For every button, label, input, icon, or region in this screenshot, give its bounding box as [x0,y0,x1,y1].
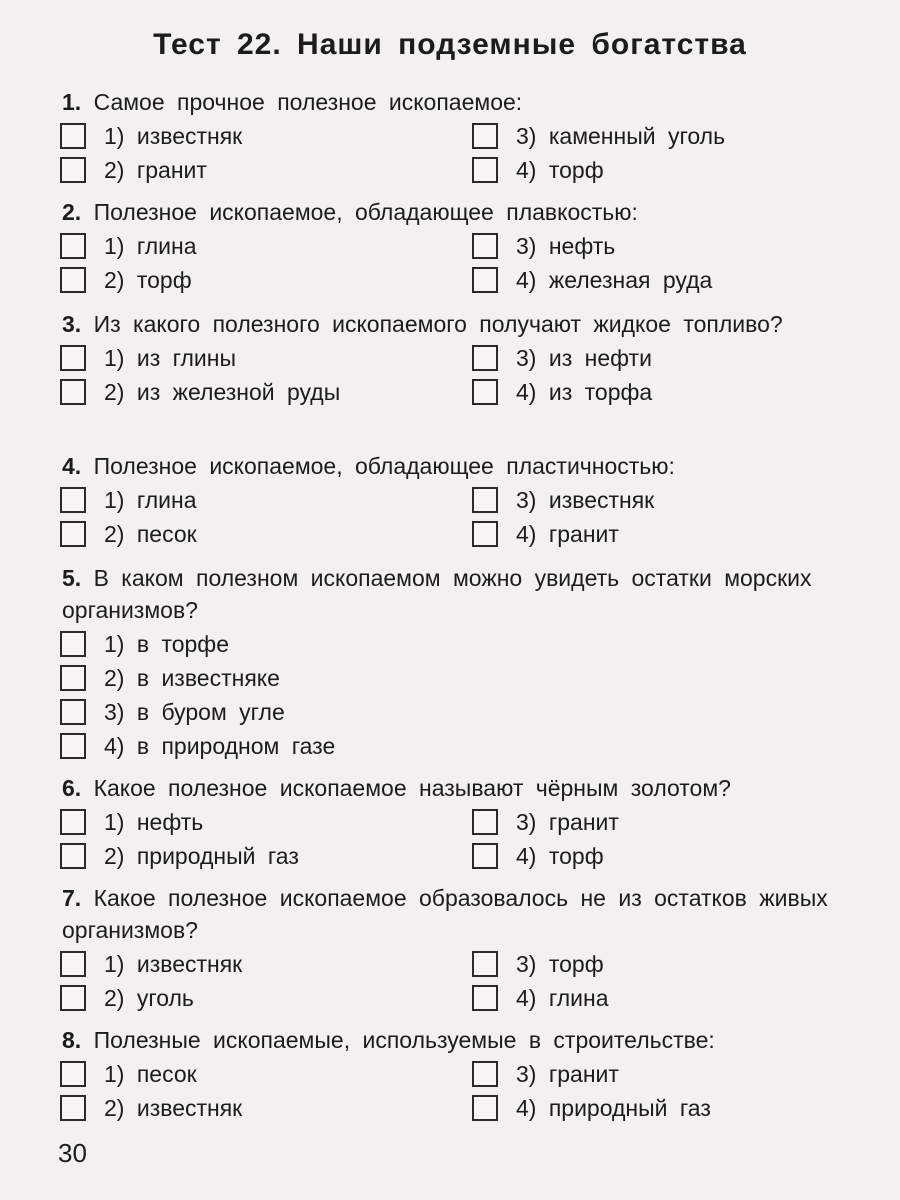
answer-label: 4) из торфа [516,378,653,405]
answer-label: 1) нефть [104,808,204,835]
answer-option[interactable] [60,483,472,517]
answer-checkbox[interactable] [472,123,498,149]
answer-option[interactable] [60,341,472,375]
question-label: Какое полезное ископаемое называют чёрным золотом? [93,775,731,801]
answer-checkbox[interactable] [60,1095,86,1121]
question-8 [60,1024,860,1125]
question-text [60,308,860,340]
answer-label: 1) в торфе [104,630,230,657]
answer-option[interactable] [472,119,860,153]
answer-label: 3) торф [516,950,604,977]
answer-label: 2) известняк [104,1094,243,1121]
answer-label: 3) гранит [516,1060,619,1087]
question-label: Полезные ископаемые, используемые в строительстве: [93,1027,715,1053]
answer-label: 1) известняк [104,122,243,149]
answer-label: 1) глина [104,486,197,513]
answer-label: 3) известняк [516,486,655,513]
question-number: 4. [62,453,82,479]
page-number: 30 [58,1138,87,1168]
answer-label: 2) в известняке [104,664,280,691]
answer-label: 4) в природном газе [104,732,336,759]
question-number: 7. [62,885,82,911]
question-label: Полезное ископаемое, обладающее пластичностью: [93,453,675,479]
answer-label: 2) песок [104,520,197,547]
answer-checkbox[interactable] [472,233,498,259]
answer-label: 2) из железной руды [104,378,341,405]
answer-checkbox[interactable] [472,809,498,835]
answer-option[interactable] [472,229,860,263]
answer-checkbox[interactable] [472,951,498,977]
answer-option[interactable] [60,805,472,839]
question-7 [60,882,860,1015]
answer-label: 2) гранит [104,156,207,183]
answer-option[interactable] [472,153,860,187]
question-1 [60,86,860,187]
answer-checkbox[interactable] [472,985,498,1011]
answer-option[interactable] [60,947,472,981]
answer-options [60,805,860,873]
question-text [60,562,860,626]
answer-label: 1) глина [104,232,197,259]
answer-option[interactable] [60,1057,472,1091]
answer-checkbox[interactable] [60,157,86,183]
answer-checkbox[interactable] [60,379,86,405]
answer-options [60,119,860,187]
answer-checkbox[interactable] [472,1095,498,1121]
answer-checkbox[interactable] [60,233,86,259]
answer-checkbox[interactable] [60,843,86,869]
answer-label: 1) песок [104,1060,197,1087]
question-number: 2. [62,199,82,225]
answer-label: 3) гранит [516,808,619,835]
question-label: Из какого полезного ископаемого получают жидкое топливо? [93,311,783,337]
question-3 [60,308,860,409]
answer-options [60,947,860,1015]
answer-label: 1) из глины [104,344,237,371]
answer-option[interactable] [60,1091,472,1125]
question-text [60,1024,860,1056]
question-number: 8. [62,1027,82,1053]
answer-checkbox[interactable] [60,631,86,657]
page-title: Тест 22. Наши подземные богатства [153,28,747,61]
answer-option[interactable] [60,661,860,695]
answer-checkbox[interactable] [472,521,498,547]
answer-option[interactable] [60,627,860,661]
answer-checkbox[interactable] [472,345,498,371]
answer-option[interactable] [472,1091,860,1125]
answer-option[interactable] [472,263,860,297]
question-2 [60,196,860,297]
answer-options [60,627,860,763]
answer-checkbox[interactable] [60,123,86,149]
answer-option[interactable] [60,153,472,187]
answer-checkbox[interactable] [472,379,498,405]
answer-checkbox[interactable] [60,665,86,691]
answer-option[interactable] [472,375,860,409]
answer-option[interactable] [472,1057,860,1091]
answer-option[interactable] [60,375,472,409]
answer-checkbox[interactable] [60,985,86,1011]
answer-option[interactable] [472,341,860,375]
answer-checkbox[interactable] [60,521,86,547]
answer-option[interactable] [60,729,860,763]
answer-options [60,229,860,297]
answer-option[interactable] [60,839,472,873]
answer-option[interactable] [472,839,860,873]
answer-option[interactable] [472,947,860,981]
answer-option[interactable] [472,981,860,1015]
question-label: В каком полезном ископаемом можно увидеть остатки морских организмов? [62,565,812,623]
answer-label: 4) гранит [516,520,619,547]
question-number: 1. [62,89,82,115]
question-text [60,450,860,482]
answer-option[interactable] [60,695,860,729]
answer-label: 4) природный газ [516,1094,711,1121]
question-text [60,882,860,946]
answer-checkbox[interactable] [60,487,86,513]
answer-label: 3) в буром угле [104,698,285,725]
answer-label: 2) уголь [104,984,194,1011]
answer-label: 3) нефть [516,232,616,259]
question-6 [60,772,860,873]
answer-option[interactable] [60,981,472,1015]
answer-label: 4) торф [516,842,604,869]
answer-checkbox[interactable] [472,1061,498,1087]
answer-option[interactable] [472,517,860,551]
question-4 [60,450,860,551]
question-number: 3. [62,311,82,337]
question-text [60,86,860,118]
answer-checkbox[interactable] [472,487,498,513]
answer-checkbox[interactable] [472,157,498,183]
answer-label: 3) каменный уголь [516,122,726,149]
answer-option[interactable] [60,119,472,153]
answer-checkbox[interactable] [60,345,86,371]
answer-label: 3) из нефти [516,344,652,371]
answer-label: 4) железная руда [516,266,713,293]
question-label: Полезное ископаемое, обладающее плавкостью: [93,199,638,225]
question-label: Самое прочное полезное ископаемое: [93,89,523,115]
answer-checkbox[interactable] [60,267,86,293]
answer-label: 1) известняк [104,950,243,977]
answer-options [60,1057,860,1125]
answer-option[interactable] [472,805,860,839]
answer-option[interactable] [60,517,472,551]
answer-label: 2) торф [104,266,192,293]
question-5 [60,562,860,763]
answer-checkbox[interactable] [60,733,86,759]
answer-checkbox[interactable] [472,267,498,293]
answer-checkbox[interactable] [60,951,86,977]
answer-checkbox[interactable] [60,1061,86,1087]
question-text [60,772,860,804]
question-text [60,196,860,228]
question-number: 5. [62,565,82,591]
question-label: Какое полезное ископаемое образовалось не из остатков живых организмов? [62,885,828,943]
answer-checkbox[interactable] [60,699,86,725]
answer-options [60,483,860,551]
answer-label: 4) глина [516,984,609,1011]
answer-checkbox[interactable] [472,843,498,869]
answer-option[interactable] [60,229,472,263]
answer-label: 4) торф [516,156,604,183]
answer-checkbox[interactable] [60,809,86,835]
answer-label: 2) природный газ [104,842,299,869]
question-number: 6. [62,775,82,801]
answer-option[interactable] [60,263,472,297]
answer-options [60,341,860,409]
answer-option[interactable] [472,483,860,517]
